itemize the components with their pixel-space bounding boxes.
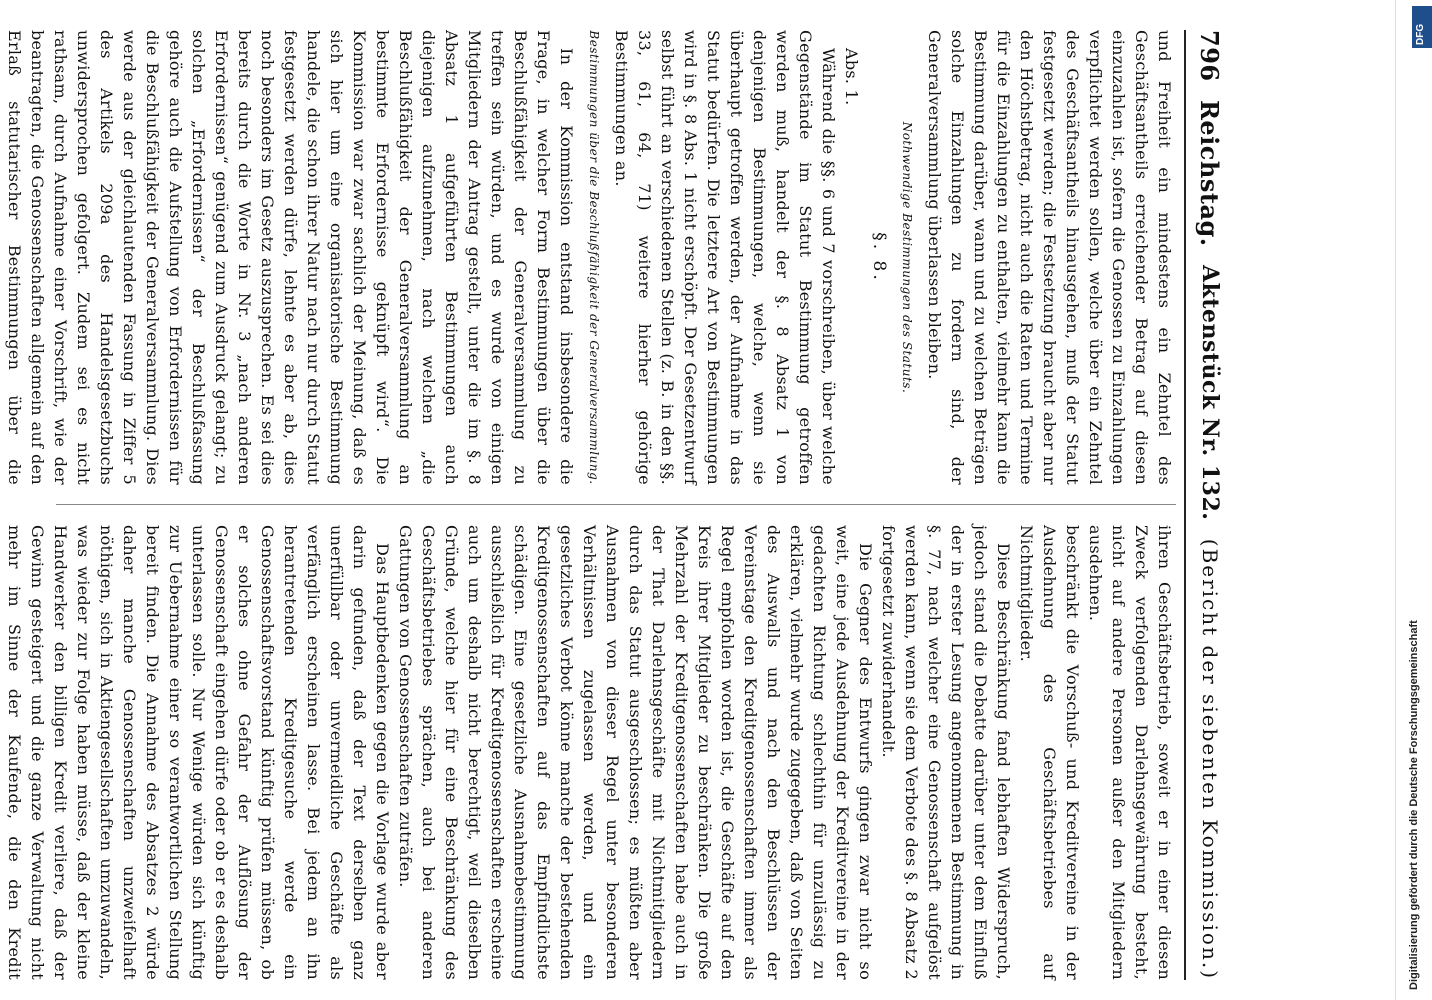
paragraph: Während die §§. 6 und 7 vorschreiben, über welche Gegenstände im Statut Bestimmung getroffen werden muß, handelt der §. 8 Absatz 1 von denjenigen Bestimmungen, welche, wenn sie überhaupt getroffen werden, der Aufnahme in das Statut bedürfen. Die letztere Art von Bestimmungen wird in §. 8 Abs. 1 nicht erschöpft. Der Gesetzentwurf selbst führt an verschiedenen Stellen (z. B. in den §§. 33, 61, 64, 71) weitere hierher gehörige Bestimmungen an. xyxy=(612,30,838,485)
header-rule xyxy=(1184,30,1186,980)
scan-edge xyxy=(1395,0,1396,1000)
left-column xyxy=(5,30,1176,485)
paragraph: beschränkt die Vorschuß- und Kreditvereine in der Ausdehnung des Geschäftsbetriebes auf Nichtmitglieder. xyxy=(1017,525,1082,980)
paragraph: ihren Geschäftsbetrieb, soweit er in einer diesen Zweck verfolgenden Darlehnsgewährung besteht, nicht auf andere Personen außer den Mitgliedern ausdehnen. xyxy=(1086,525,1174,980)
paragraph: Das Hauptbedenken gegen die Vorlage wurde aber darin gefunden, daß der Text derselben ganz unerfüllbar oder unvermeidliche Geschäfte als verfänglich erscheinen lasse. Bei jedem an ihn herantretenden Kreditgesuche werde ein Genossenschaftsvorstand künftig prüfen müssen, ob er solches ohne Gefahr der Auflösung der Genossenschaft eingehen dürfe oder ob er es deshalb unterlassen solle. Nur Wenige würden sich künftig zur Uebernahme einer so verantwortlichen Stellung bereit finden. Die Annahme des Absatzes 2 würde daher manche Genossenschaften unzweifelhaft nöthigen, sich in Aktiengesellschaften umzuwandeln, was wieder zur Folge haben müsse, daß der kleine Handwerker den billigen Kredit verliere, daß der Gewinn gesteigert und die ganze Verwaltung nicht mehr im Sinne der Kaufende, die den Kredit xyxy=(5,525,392,980)
paragraph: Abs. 1. xyxy=(842,48,861,106)
page-number: 796 xyxy=(1195,30,1225,82)
section-heading: §. 8. xyxy=(869,232,889,283)
marginal-heading: Bestimmungen über die Beschlußfähigkeit der Generalversammlung. xyxy=(587,30,601,485)
credit-text: Digitalisierung gefördert durch die Deutsche Forschungsgemeinschaft xyxy=(1408,620,1420,990)
dfg-badge-text: DFG xyxy=(1415,23,1426,45)
marginal-heading: Nothwendige Bestimmungen des Statuts. xyxy=(900,121,914,394)
header-right: (Bericht der siebenten Kommission.) xyxy=(1198,538,1222,980)
paragraph: Diese Beschränkung fand lebhaften Widerspruch, jedoch stand die Debatte darüber unter dem Einfluß der in erster Lesung angenommenen Bestimmung in §. 77, nach welcher eine Genossenschaft aufgelöst werden kann, wenn sie dem Verbote des §. 8 Absatz 2 fortgesetzt zuwiderhandelt. xyxy=(879,525,1013,980)
header-center: Aktenstück Nr. 132. xyxy=(1197,265,1223,521)
paragraph: Die Gegner des Entwurfs gingen zwar nicht so weit, eine jede Ausdehnung der Kreditvereine in der gedachten Richtung schlechthin für unzulässig zu erklären, vielmehr wurde zugegeben, daß von Seiten des Auswalls und nach den Beschlüssen der Vereinstage den Kreditgenossenschaften immer als Regel empfohlen worden ist, die Geschäfte auf den Kreis ihrer Mitglieder zu beschränken. Die große Mehrzahl der Kreditgenossenschaften habe auch in der That Darlehnsgeschäfte mit Nichtmitgliedern durch das Statut ausgeschlossen; es müßten aber Ausnahmen von dieser Regel unter besonderen Verhältnissen zugelassen werden, und ein gesetzliches Verbot könne manche der bestehenden Kreditgenossenschaften auf das Empfindlichste schädigen. Eine gesetzliche Ausnahmebestimmung ausschließlich für Kreditgenossenschaften erscheine auch um deshalb nicht berechtigt, weil dieselben Gründe, welche hier für eine Beschränkung des Geschäftsbetriebes sprächen, auch bei anderen Gattungen von Genossenschaften zuträfen. xyxy=(396,525,875,980)
paragraph: und Freiheit ein mindestens ein Zehntel des Geschäftsantheils erreichender Betrag auf diesen einzuzahlen ist, sofern die Genossen zu Einzahlungen verpflichtet werden sollen, welche über ein Zehntel des Geschäftsantheils hinausgehen, muß der Statut festgesetzt werden; die Festsetzung braucht aber nur den Höchstbetrag, nicht auch die Raten und Termine für die Einzahlungen zu enthalten, vielmehr kann die Bestimmung darüber, wann und zu welchen Beträgen solche Einzahlungen zu fordern sind, der Generalversammlung überlassen bleiben. xyxy=(925,30,1174,485)
header-left: Reichstag. xyxy=(1195,99,1225,247)
right-column xyxy=(5,525,1176,980)
dfg-logo xyxy=(1412,6,1432,48)
page-header xyxy=(1190,30,1230,980)
rotated-page xyxy=(5,30,1230,980)
digitization-credit xyxy=(1400,30,1428,990)
column-divider xyxy=(56,504,1176,505)
paragraph: In der Kommission entstand insbesondere die Frage, in welcher Form Bestimmungen über die Beschlußfähigkeit der Generalversammlung zu treffen sein würden, und es wurde von einigen Mitgliedern der Antrag gestellt, unter die im §. 8 Absatz 1 aufgeführten Bestimmungen auch diejenigen aufzunehmen, nach welchen „die Beschlußfähigkeit der Generalversammlung an bestimmte Erfordernisse geknüpft wird“. Die Kommission war zwar sachlich der Meinung, daß es sich hier um eine organisatorische Bestimmung handele, die schon ihrer Natur nach nur durch Statut festgesetzt werden dürfe, lehnte es aber ab, dies noch besonders im Gesetz auszusprechen. Es sei dies bereits durch die Worte in Nr. 3 „nach anderen Erfordernissen“ genügend zum Ausdruck gelangt; zu solchen „Erfordernissen“ der Beschlußfassung gehöre auch die Aufstellung von Erfordernissen für die Beschlußfähigkeit der Generalversammlung. Dies werde aus der gleichlautenden Fassung in Ziffer 5 des Artikels 209a des Handelsgesetzbuchs unwidersprochen gefolgert. Zudem sei es nicht rathsam, durch Aufnahme einer Vorschrift, wie der beantragten, die Genossenschaften allgemein auf den Erlaß statutarischer Bestimmungen über die xyxy=(5,30,576,485)
